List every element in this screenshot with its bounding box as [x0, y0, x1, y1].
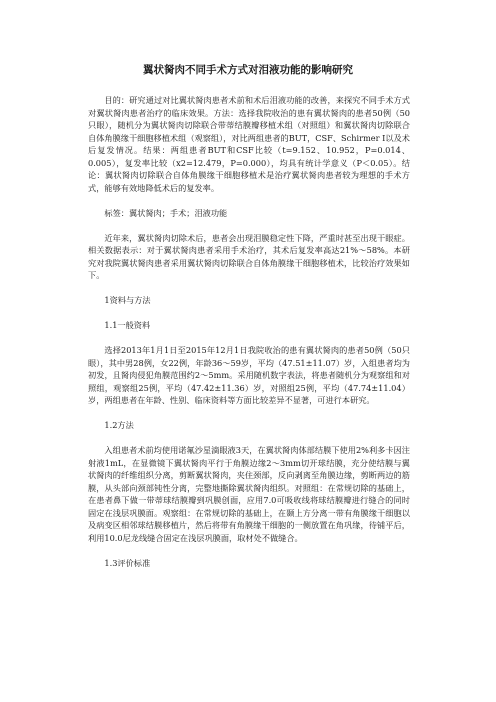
intro-paragraph: 近年来，翼状胬肉切除术后，患者会出现泪膜稳定性下降，严重时甚至出现干眼症。相关数据表示：对于翼状胬肉患者采用手术治疗，其术后复发率高达21%～58%。本研究对我院翼状胬肉患者采用翼状胬肉切除联合自体角膜缘干细胞移植术，比较治疗效果如下。: [88, 232, 410, 280]
subsection-heading-1-1: 1.1一般资料: [104, 320, 151, 330]
section-heading-1: 1资料与方法: [104, 295, 151, 305]
abstract-paragraph: 目的：研究通过对比翼状胬肉患者术前和术后泪液功能的改善，来探究不同手术方式对翼状胬肉患者治疗的临床效果。方法：选择我院收治的患有翼状胬肉的患者50例（50只眼），随机分为翼状胬肉切除联合带蒂结膜瓣移植术组（对照组）和翼状胬肉切除联合自体角膜缘干细胞移植术组（观察组），对比两组患者的BUT，CSF、Schirmer I以及术后复发情况。结果：两组患者BUT和CSF比较（t=9.152、10.952，P=0.014、0.005），复发率比较（x2=12.479，P=0.000），均具有统计学意义（P＜0.05）。结论：翼状胬肉切除联合自体角膜缘干细胞移植术是治疗翼状胬肉患者较为理想的手术方式，能够有效地降低术后的复发率。: [88, 95, 410, 193]
paragraph-1-2: 入组患者术前均使用诺氟沙星滴眼液3天，在翼状胬肉体部结膜下使用2%利多卡因注射液1mL，在显微镜下翼状胬肉平行于角膜边缘2～3mm切开球结膜，充分使结膜与翼状胬肉的纤维组织分离，剪断翼状胬肉，夹住颈部，反向剥离至角膜边缘，剪断两边的筋膜，从头部向颈部钝性分离，完整地撕除翼状胬肉组织。对照组：在常规切除的基础上，在患者鼻下做一带蒂球结膜瓣到巩膜创面，应用7.0可吸收线将球结膜瓣进行缝合的同时固定在浅层巩膜面。观察组：在常规切除的基础上，在颞上方分离一带有角膜缘干细胞以及病变区相邻球结膜移植片，然后将带有角膜缘干细胞的一侧放置在角巩缘，待铺平后，利用10.0尼龙线缝合固定在浅层巩膜面，取材处不做缝合。: [88, 445, 410, 543]
paragraph-1-1: 选择2013年1月1日至2015年12月1日我院收治的患有翼状胬肉的患者50例（50只眼），其中男28例，女22例，年龄36～59岁，平均（47.51±11.07）岁，入组患者均为初发，且胬肉侵犯角膜范围约2～5mm。采用随机数字表法，将患者随机分为观察组和对照组，观察组25例，平均（47.42±11.36）岁，对照组25例，平均（47.74±11.04）岁，两组患者在年龄、性别、临床资料等方面比较差异不显著，可进行本研究。: [88, 345, 410, 405]
document-title: 翼状胬肉不同手术方式对泪液功能的影响研究: [143, 64, 353, 76]
keywords-line: 标签：翼状胬肉；手术；泪液功能: [104, 207, 228, 218]
subsection-heading-1-3: 1.3评价标准: [104, 557, 151, 568]
subsection-heading-1-2: 1.2方法: [104, 420, 134, 430]
document-body: [88, 94, 410, 582]
